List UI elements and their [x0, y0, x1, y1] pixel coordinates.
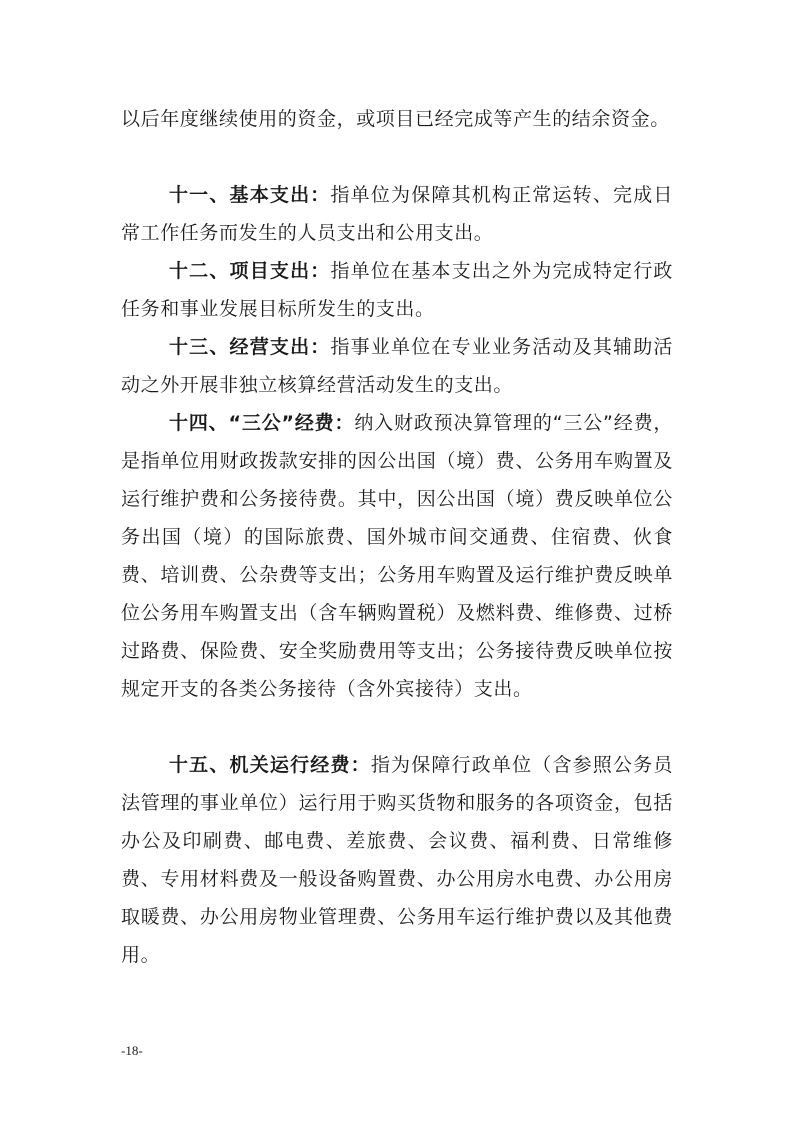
paragraph-continuation [121, 100, 673, 138]
term-heading: 十二、项目支出： [169, 260, 331, 282]
paragraph-text: 指事业单位在专业业务活动及其辅助活动之外开展非独立核算经营活动发生的支出。 [121, 336, 673, 396]
page-number: -18- [121, 1043, 143, 1058]
term-heading: 十一、基本支出： [169, 184, 331, 206]
paragraph-three-public-expenses [121, 404, 673, 708]
paragraph-text: 以后年度继续使用的资金，或项目已经完成等产生的结余资金。 [121, 108, 670, 130]
paragraph-basic-expenditure [121, 176, 673, 252]
paragraph-text: 指为保障行政单位（含参照公务员法管理的事业单位）运行用于购买货物和服务的各项资金，包括办公及印刷费、邮电费、差旅费、会议费、福利费、日常维修费、专用材料费及一般设备购置费、办公用房水电费、办公用房取暖费、办公用房物业管理费、公务用车运行维护费以及其他费用。 [121, 754, 673, 966]
paragraph-agency-operating-expenses [121, 746, 673, 974]
paragraph-text: 纳入财政预决算管理的“三公”经费，是指单位用财政拨款安排的因公出国（境）费、公务用车购置及运行维护费和公务接待费。其中，因公出国（境）费反映单位公务出国（境）的国际旅费、国外城市间交通费、住宿费、伙食费、培训费、公杂费等支出；公务用车购置及运行维护费反映单位公务用车购置支出（含车辆购置税）及燃料费、维修费、过桥过路费、保险费、安全奖励费用等支出；公务接待费反映单位按规定开支的各类公务接待（含外宾接待）支出。 [121, 412, 674, 700]
paragraph-operating-expenditure [121, 328, 673, 404]
paragraph-text: 指单位在基本支出之外为完成特定行政任务和事业发展目标所发生的支出。 [121, 260, 673, 320]
paragraph-text: 指单位为保障其机构正常运转、完成日常工作任务而发生的人员支出和公用支出。 [121, 184, 673, 244]
term-heading: 十五、机关运行经费： [169, 754, 371, 776]
term-heading: 十四、“三公”经费： [169, 412, 355, 434]
paragraph-project-expenditure [121, 252, 673, 328]
term-heading: 十三、经营支出： [169, 336, 331, 358]
